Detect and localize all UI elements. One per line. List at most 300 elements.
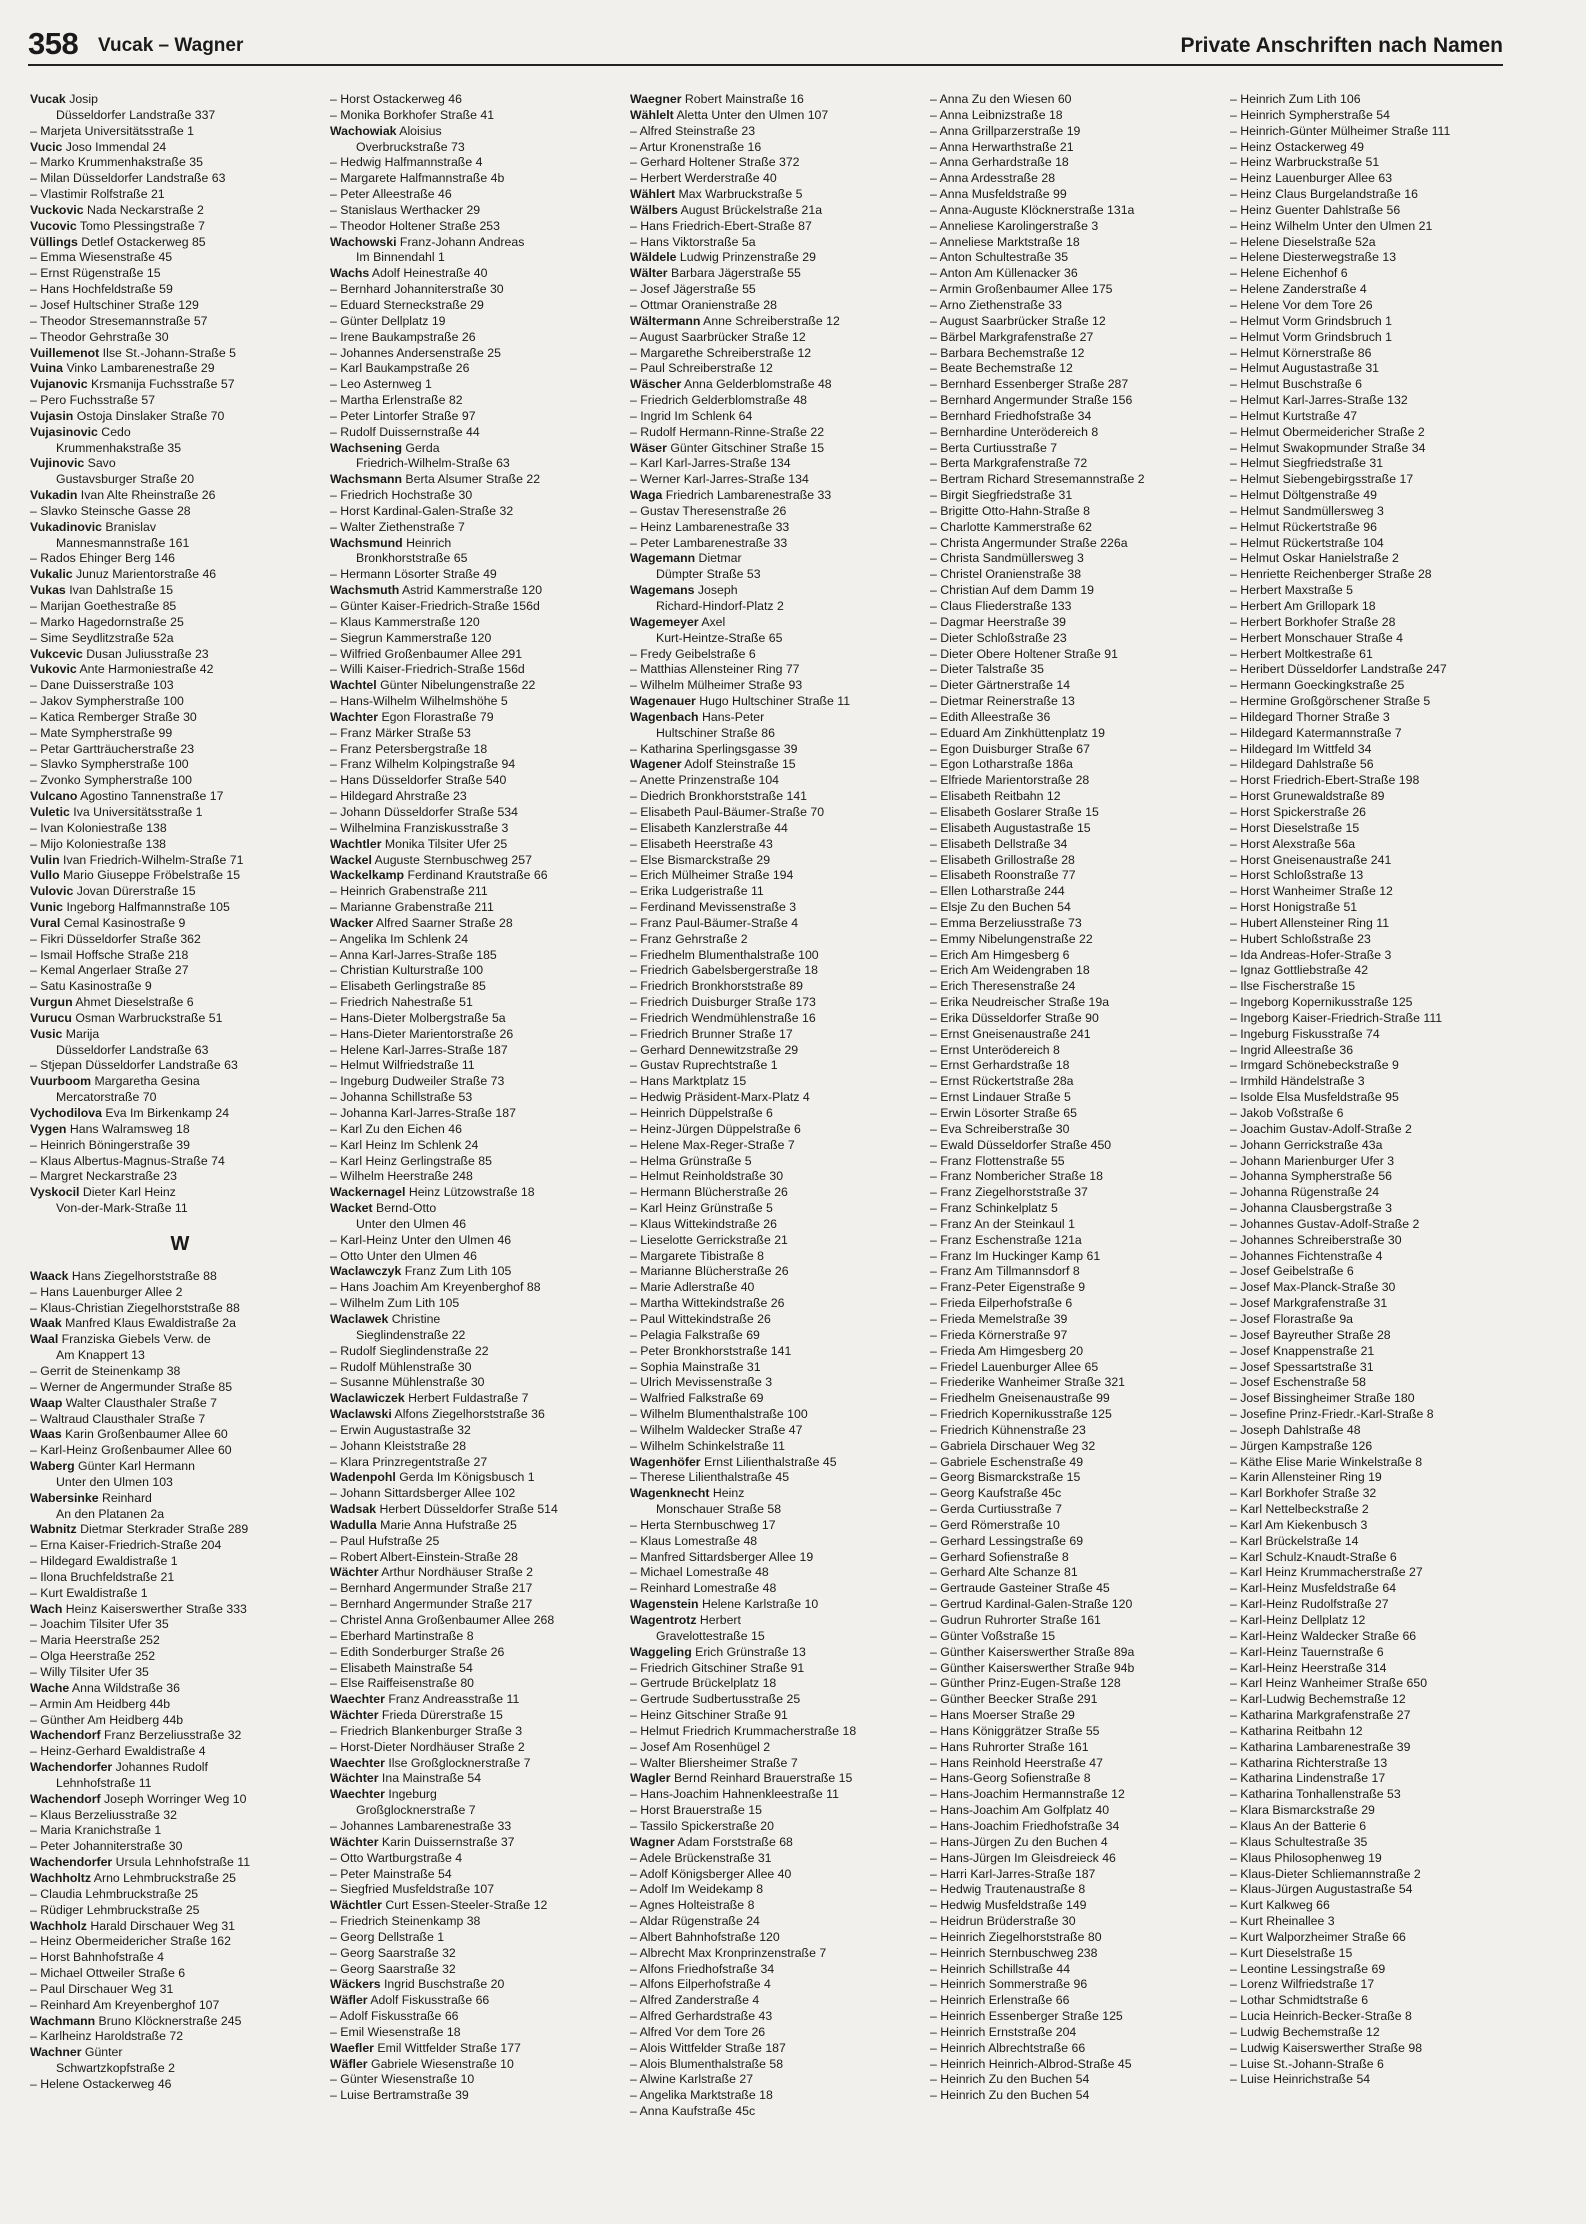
surname: Wählert	[630, 187, 676, 202]
directory-entry: – Heinrich Zu den Buchen 54	[930, 2072, 1090, 2087]
directory-entry: – Hermann Lösorter Straße 49	[330, 567, 497, 582]
directory-entry: – Karl-Heinz Tauernstraße 6	[1230, 1644, 1384, 1659]
directory-entry: Wachsmuth Astrid Kammerstraße 120	[330, 583, 543, 598]
directory-entry: – Hedwig Trautenaustraße 8	[930, 1882, 1086, 1897]
directory-entry: – Alfred Vor dem Tore 26	[630, 2024, 766, 2039]
directory-entry: Vuillemenot Ilse St.-Johann-Straße 5	[30, 345, 236, 360]
directory-entry: – Adolf Königsberger Allee 40	[630, 1866, 792, 1881]
directory-entry: Wagenbach Hans-Peter	[630, 709, 765, 724]
directory-entry: – Lorenz Wilfriedstraße 17	[1230, 1977, 1375, 1992]
directory-entry: – Agnes Holteistraße 8	[630, 1898, 755, 1913]
directory-entry: – Heinrich Schillstraße 44	[930, 1961, 1071, 1976]
directory-entry: – Gerrit de Steinenkamp 38	[30, 1363, 181, 1378]
directory-entry: Wagentrotz Herbert	[630, 1613, 741, 1627]
directory-entry: – Horst-Dieter Nordhäuser Straße 2	[330, 1739, 525, 1754]
directory-entry: – Ludwig Bechemstraße 12	[1230, 2024, 1380, 2039]
directory-entry: – Mate Sympherstraße 99	[30, 725, 173, 740]
directory-entry: – Heinrich-Günter Mülheimer Straße 111	[1230, 123, 1451, 138]
directory-entry: – Harri Karl-Jarres-Straße 187	[930, 1866, 1096, 1881]
directory-entry: – Walter Ziethenstraße 7	[330, 519, 465, 534]
directory-entry: – Johannes Andersenstraße 25	[330, 345, 501, 360]
directory-entry: – Josef Eschenstraße 58	[1230, 1375, 1367, 1390]
surname: Wältermann	[630, 313, 701, 328]
surname: Vujasin	[30, 408, 74, 423]
directory-entry: – Erich Am Himgesberg 6	[930, 947, 1070, 962]
directory-entry: – Hildegard Thorner Straße 3	[1230, 709, 1390, 724]
surname: Vygen	[30, 1121, 67, 1136]
directory-entry: – Ernst Gerhardstraße 18	[930, 1058, 1070, 1073]
directory-entry: Vygen Hans Walramsweg 18	[30, 1121, 190, 1136]
surname: Vüllings	[30, 234, 78, 249]
directory-entry: – Arno Ziethenstraße 33	[930, 297, 1062, 312]
directory-entry: – Hans Marktplatz 15	[630, 1074, 747, 1089]
directory-entry: Lehnhofstraße 11	[56, 1775, 152, 1790]
directory-entry: – Helmut Vorm Grindsbruch 1	[1230, 329, 1392, 344]
directory-entry: – Otto Wartburgstraße 4	[330, 1850, 463, 1865]
directory-entry: – Ingeburg Dudweiler Straße 73	[330, 1074, 505, 1089]
directory-entry: – Margarete Halfmannstraße 4b	[330, 171, 505, 186]
surname: Wach	[30, 1601, 63, 1616]
directory-entry: – Kurt Rheinallee 3	[1230, 1914, 1335, 1929]
surname: Wache	[30, 1680, 70, 1695]
directory-entry: – Karl-Heinz Großenbaumer Allee 60	[30, 1443, 232, 1458]
directory-entry: – Horst Ostackerweg 46	[330, 92, 462, 106]
directory-entry: – Emma Wiesenstraße 45	[30, 250, 173, 265]
directory-entry: – Martha Erlenstraße 82	[330, 393, 463, 408]
directory-entry: – Dieter Talstraße 35	[930, 662, 1044, 677]
directory-entry: Mannesmannstraße 161	[56, 535, 190, 550]
surname: Vujanovic	[30, 377, 88, 392]
directory-entry: – Angelika Marktstraße 18	[630, 2088, 773, 2103]
directory-entry: – Heinz-Jürgen Düppelstraße 6	[630, 1121, 801, 1136]
directory-entry: – Anton Schultestraße 35	[930, 250, 1069, 265]
directory-entry: – Martha Wittekindstraße 26	[630, 1296, 785, 1311]
directory-entry: Wackernagel Heinz Lützowstraße 18	[330, 1185, 535, 1200]
directory-entry: – Hans Friedrich-Ebert-Straße 87	[630, 218, 812, 233]
directory-entry: Wadsak Herbert Düsseldorfer Straße 514	[330, 1502, 558, 1517]
directory-entry: – Günter Kaiser-Friedrich-Straße 156d	[330, 599, 540, 613]
directory-entry: Unter den Ulmen 46	[356, 1216, 467, 1231]
surname: Vuurboom	[30, 1074, 92, 1089]
directory-entry: – Hans-Joachim Hermannstraße 12	[930, 1787, 1125, 1802]
directory-entry: – Katharina Tonhallenstraße 53	[1230, 1787, 1401, 1802]
directory-entry: – Birgit Siegfriedstraße 31	[930, 488, 1073, 503]
directory-entry: – Kurt Ewaldistraße 1	[30, 1585, 148, 1600]
directory-entry: – Johanna Karl-Jarres-Straße 187	[330, 1106, 516, 1120]
directory-entry: Am Knappert 13	[56, 1348, 145, 1363]
directory-entry: – Katharina Markgrafenstraße 27	[1230, 1708, 1411, 1723]
surname: Vujinovic	[30, 456, 85, 471]
surname: Wachsmund	[330, 535, 403, 550]
surname: Vusic	[30, 1026, 63, 1041]
directory-entry: – Georg Saarstraße 32	[330, 1945, 456, 1960]
directory-entry: – Luise St.-Johann-Straße 6	[1230, 2056, 1384, 2071]
directory-entry: Waegner Robert Mainstraße 16	[630, 92, 804, 106]
surname: Wäldele	[630, 250, 677, 265]
directory-entry: – Kurt Walporzheimer Straße 66	[1230, 1929, 1406, 1944]
directory-entry: Wach Heinz Kaiserswerther Straße 333	[30, 1601, 247, 1616]
directory-entry: – Helmut Wilfriedstraße 11	[330, 1058, 475, 1073]
directory-entry: – Lothar Schmidtstraße 6	[1230, 1993, 1369, 2008]
directory-entry: – Helmut Buschstraße 6	[1230, 377, 1362, 392]
directory-entry: Wagner Adam Forststraße 68	[630, 1834, 793, 1849]
directory-entry: Waap Walter Clausthaler Straße 7	[30, 1395, 218, 1410]
surname: Wagenbach	[630, 709, 699, 724]
directory-entry: – Franz Paul-Bäumer-Straße 4	[630, 915, 799, 930]
directory-entry: – Wilhelm Waldecker Straße 47	[630, 1422, 803, 1437]
directory-entry: – Christa Sandmüllersweg 3	[930, 551, 1084, 566]
directory-entry: – Marijan Goethestraße 85	[30, 599, 177, 613]
directory-entry: – Klaus Berzeliusstraße 32	[30, 1807, 177, 1822]
directory-entry: – Friedhelm Blumenthalstraße 100	[630, 947, 819, 962]
directory-entry: Waechter Franz Andreasstraße 11	[330, 1692, 520, 1707]
directory-entry: – Elisabeth Reitbahn 12	[930, 789, 1061, 804]
directory-entry: Waas Karin Großenbaumer Allee 60	[30, 1427, 228, 1442]
directory-entry: – Ellen Lotharstraße 244	[930, 884, 1065, 899]
directory-entry: – Günther Beecker Straße 291	[930, 1692, 1098, 1707]
directory-entry: – Siegfried Musfeldstraße 107	[330, 1882, 495, 1897]
directory-entry: – Heinrich Erlenstraße 66	[930, 1993, 1070, 2008]
directory-entry: Wachowski Franz-Johann Andreas	[330, 234, 525, 249]
directory-entry: – Friedrich Hochstraße 30	[330, 488, 473, 503]
directory-entry: Wachendorf Franz Berzeliusstraße 32	[30, 1728, 242, 1743]
directory-entry: – Herta Sternbuschweg 17	[630, 1517, 776, 1532]
directory-entry: – Peter Johanniterstraße 30	[30, 1839, 183, 1854]
directory-entry: Vusic Marija	[30, 1026, 100, 1041]
surname: Wachtel	[330, 678, 377, 693]
directory-entry: Vukcevic Dusan Juliusstraße 23	[30, 646, 209, 661]
directory-entry: Vukas Ivan Dahlstraße 15	[30, 583, 174, 598]
directory-entry: – Else Raiffeisenstraße 80	[330, 1676, 474, 1691]
directory-entry: Wachtel Günter Nibelungenstraße 22	[330, 678, 536, 693]
directory-entry: – Horst Kardinal-Galen-Straße 32	[330, 503, 514, 518]
directory-entry: – Therese Lilienthalstraße 45	[630, 1470, 790, 1485]
directory-entry: – Eberhard Martinstraße 8	[330, 1628, 474, 1643]
directory-entry: Vuurboom Margaretha Gesina	[30, 1074, 200, 1089]
directory-entry: Wackelkamp Ferdinand Krautstraße 66	[330, 868, 548, 883]
directory-entry: – Vlastimir Rolfstraße 21	[30, 187, 165, 202]
directory-entry: – Karl-Heinz Waldecker Straße 66	[1230, 1628, 1417, 1643]
directory-entry: – Heinrich Essenberger Straße 125	[930, 2009, 1123, 2024]
directory-entry: – Josef Markgrafenstraße 31	[1230, 1296, 1388, 1311]
directory-entry: – Slavko Sympherstraße 100	[30, 757, 189, 772]
directory-entry: – Margret Neckarstraße 23	[30, 1169, 177, 1184]
directory-entry: – Helmut Oskar Hanielstraße 2	[1230, 551, 1399, 566]
directory-entry: – Günther Kaiserswerther Straße 89a	[930, 1644, 1135, 1659]
directory-entry: – Helene Karl-Jarres-Straße 187	[330, 1042, 508, 1057]
directory-entry: – Friedhelm Gneisenaustraße 99	[930, 1391, 1110, 1406]
directory-entry: Wälbers August Brückelstraße 21a	[630, 202, 823, 217]
directory-entry: – Helene Diesterwegstraße 13	[1230, 250, 1397, 265]
directory-entry: – Anna Musfeldstraße 99	[930, 187, 1067, 202]
directory-entry: – Robert Albert-Einstein-Straße 28	[330, 1549, 518, 1564]
directory-entry: – Klaus Schultestraße 35	[1230, 1834, 1368, 1849]
directory-entry: Dümpter Straße 53	[656, 567, 761, 582]
directory-entry: Wagemann Dietmar	[630, 551, 742, 566]
directory-entry: – Heinrich Düppelstraße 6	[630, 1106, 773, 1120]
surname: Wagenhöfer	[630, 1454, 701, 1469]
directory-entry: – Franz Eschenstraße 121a	[930, 1232, 1082, 1247]
directory-columns	[30, 92, 1500, 2182]
directory-entry: – Margarete Tibistraße 8	[630, 1248, 764, 1263]
directory-entry: – Willy Tilsiter Ufer 35	[30, 1665, 149, 1679]
directory-entry: An den Platanen 2a	[56, 1506, 165, 1521]
directory-entry: – Heinrich Zum Lith 106	[1230, 92, 1361, 106]
surname: Wagemans	[630, 583, 695, 598]
directory-entry: – Heinz Gitschiner Straße 91	[630, 1708, 788, 1723]
directory-entry: – Heinz-Gerhard Ewaldistraße 4	[30, 1744, 206, 1759]
surname: Vurucu	[30, 1010, 72, 1025]
directory-entry: – Helmut Karl-Jarres-Straße 132	[1230, 393, 1408, 408]
directory-entry: – Christian Kulturstraße 100	[330, 963, 484, 978]
directory-entry: – Anna Leibnizstraße 18	[930, 107, 1063, 122]
directory-entry: – Dieter Schloßstraße 23	[930, 630, 1067, 645]
directory-entry: Vüllings Detlef Ostackerweg 85	[30, 234, 206, 249]
directory-entry: – Hildegard Katermannstraße 7	[1230, 725, 1402, 740]
directory-entry: – Theodor Holtener Straße 253	[330, 218, 500, 233]
directory-entry: – Karl Schulz-Knaudt-Straße 6	[1230, 1549, 1397, 1564]
surname: Wachter	[330, 709, 379, 724]
directory-entry: – Christian Auf dem Damm 19	[930, 583, 1095, 598]
directory-entry: – Ingeborg Kaiser-Friedrich-Straße 111	[1230, 1010, 1443, 1025]
surname: Wachholz	[30, 1918, 87, 1933]
directory-entry: – Olga Heerstraße 252	[30, 1649, 156, 1664]
surname: Wächtler	[330, 1898, 382, 1913]
directory-entry: Wachs Adolf Heinestraße 40	[330, 266, 488, 281]
directory-entry: – Berta Markgrafenstraße 72	[930, 456, 1088, 471]
directory-entry: – Luise Bertramstraße 39	[330, 2088, 469, 2103]
directory-entry: – Josef Knappenstraße 21	[1230, 1343, 1375, 1358]
directory-entry: – Friedrich Steinenkamp 38	[330, 1914, 481, 1929]
directory-entry: – Horst Spickerstraße 26	[1230, 804, 1366, 819]
surname: Wacket	[330, 1201, 373, 1216]
directory-entry: – Peter Bronkhorststraße 141	[630, 1343, 792, 1358]
directory-entry: – Milan Düsseldorfer Landstraße 63	[30, 171, 226, 186]
surname: Wadenpohl	[330, 1470, 396, 1485]
surname: Vulin	[30, 852, 60, 867]
directory-entry: – Alfred Gerhardstraße 43	[630, 2009, 773, 2024]
directory-entry: – Heinrich Ziegelhorststraße 80	[930, 1929, 1102, 1944]
directory-entry: – Hubert Allensteiner Ring 11	[1230, 915, 1390, 930]
directory-entry: – Herbert Moltkestraße 61	[1230, 646, 1373, 661]
directory-entry: – Hermann Blücherstraße 26	[630, 1185, 788, 1200]
surname: Wagemeyer	[630, 614, 699, 629]
directory-entry: – Paul Dirschauer Weg 31	[30, 1981, 174, 1996]
directory-entry: – Friedrich Kopernikusstraße 125	[930, 1407, 1112, 1422]
directory-entry: Wäckers Ingrid Buschstraße 20	[330, 1977, 505, 1992]
directory-entry: – Herbert Werderstraße 40	[630, 171, 777, 186]
directory-entry: – Irene Baukampstraße 26	[330, 329, 476, 344]
surname: Vuletic	[30, 804, 70, 819]
directory-entry: Wächter Ina Mainstraße 54	[330, 1771, 482, 1786]
directory-entry: – Friedrich Kühnenstraße 23	[930, 1422, 1086, 1437]
directory-entry: – Karl-Heinz Unter den Ulmen 46	[330, 1232, 512, 1247]
surname: Vukadinovic	[30, 519, 102, 534]
directory-entry: Vujanovic Krsmanija Fuchsstraße 57	[30, 377, 235, 392]
directory-entry: – Bertram Richard Stresemannstraße 2	[930, 472, 1145, 487]
surname: Waclawiczek	[330, 1391, 405, 1406]
directory-entry: Gustavsburger Straße 20	[56, 472, 195, 487]
directory-entry: Vulcano Agostino Tannenstraße 17	[30, 789, 224, 804]
directory-entry: – Elisabeth Roonstraße 77	[930, 868, 1076, 883]
directory-entry: – Ewald Düsseldorfer Straße 450	[930, 1137, 1112, 1152]
directory-entry: – Hans-Dieter Marientorstraße 26	[330, 1026, 514, 1041]
directory-entry: – Michael Ottweiler Straße 6	[30, 1966, 186, 1981]
directory-entry: – Hans Ruhrorter Straße 161	[930, 1739, 1089, 1754]
directory-entry: – Sime Seydlitzstraße 52a	[30, 630, 174, 645]
directory-entry: – Hans Moerser Straße 29	[930, 1708, 1075, 1723]
surname: Vucovic	[30, 218, 77, 233]
directory-entry: – Karl-Ludwig Bechemstraße 12	[1230, 1692, 1406, 1707]
directory-entry: – Ottmar Oranienstraße 28	[630, 297, 777, 312]
directory-entry: – Frieda Am Himgesberg 20	[930, 1343, 1084, 1358]
directory-entry: Vukadin Ivan Alte Rheinstraße 26	[30, 488, 216, 503]
directory-entry: Großglocknerstraße 7	[356, 1803, 476, 1818]
directory-entry: – Christel Oranienstraße 38	[930, 567, 1082, 582]
directory-entry: – Hans Düsseldorfer Straße 540	[330, 773, 507, 788]
directory-entry: – Ingeborg Kopernikusstraße 125	[1230, 995, 1413, 1010]
surname: Vulovic	[30, 884, 74, 899]
directory-entry: – Claudia Lehmbruckstraße 25	[30, 1886, 199, 1901]
directory-entry: Overbruckstraße 73	[356, 139, 465, 154]
directory-entry: – Wilhelm Heerstraße 248	[330, 1169, 473, 1184]
surname: Wächter	[330, 1771, 379, 1786]
directory-entry: – Jakob Voßstraße 6	[1230, 1106, 1344, 1120]
directory-entry: – Klaus Philosophenweg 19	[1230, 1850, 1382, 1865]
directory-entry: – Karl Zu den Eichen 46	[330, 1121, 462, 1136]
directory-entry: – Otto Unter den Ulmen 46	[330, 1248, 477, 1263]
directory-entry: – Peter Alleestraße 46	[330, 187, 452, 202]
directory-entry: – Friedrich Nahestraße 51	[330, 995, 473, 1010]
surname: Wachendorf	[30, 1791, 101, 1806]
directory-entry: – Stjepan Düsseldorfer Landstraße 63	[30, 1058, 238, 1073]
page-number: 358	[28, 26, 79, 61]
directory-entry: Vukalic Junuz Marientorstraße 46	[30, 567, 217, 582]
surname: Wachner	[30, 2045, 82, 2060]
directory-entry: – Franz-Peter Eigenstraße 9	[930, 1280, 1086, 1295]
directory-entry: – Matthias Allensteiner Ring 77	[630, 662, 800, 677]
directory-entry: – Heinrich Sternbuschweg 238	[930, 1945, 1098, 1960]
surname: Waas	[30, 1427, 62, 1442]
directory-entry: – Klaus-Christian Ziegelhorststraße 88	[30, 1300, 240, 1315]
directory-entry: Wacker Alfred Saarner Straße 28	[330, 915, 513, 930]
surname: Wagenstein	[630, 1597, 699, 1612]
directory-entry: – Alwine Karlstraße 27	[630, 2072, 754, 2087]
directory-entry: – Johannes Fichtenstraße 4	[1230, 1248, 1383, 1263]
directory-entry: Wachholz Harald Dirschauer Weg 31	[30, 1918, 236, 1933]
directory-entry: – Franz Nombericher Straße 18	[930, 1169, 1103, 1184]
directory-entry: Vuckovic Nada Neckarstraße 2	[30, 202, 204, 217]
directory-entry: – Frieda Körnerstraße 97	[930, 1327, 1068, 1342]
directory-entry: – Ernst Unterödereich 8	[930, 1042, 1060, 1057]
directory-entry: – Gerhard Lessingstraße 69	[930, 1533, 1084, 1548]
directory-entry: Mercatorstraße 70	[56, 1090, 157, 1105]
directory-entry: – August Saarbrücker Straße 12	[630, 329, 806, 344]
directory-entry: Waberg Günter Karl Hermann	[30, 1459, 195, 1474]
surname: Wäser	[630, 440, 667, 455]
directory-entry: Wächtler Curt Essen-Steeler-Straße 12	[330, 1898, 548, 1913]
directory-entry: – Elisabeth Augustastraße 15	[930, 820, 1091, 835]
directory-entry: – Franz Petersbergstraße 18	[330, 741, 488, 756]
surname: Waack	[30, 1268, 69, 1283]
directory-entry: – Katharina Lambarenestraße 39	[1230, 1739, 1411, 1754]
directory-entry: – Anette Prinzenstraße 104	[630, 773, 780, 788]
directory-entry: Vulovic Jovan Dürerstraße 15	[30, 884, 196, 899]
directory-entry: – Josefine Prinz-Friedr.-Karl-Straße 8	[1230, 1407, 1434, 1422]
directory-entry: Vurgun Ahmet Dieselstraße 6	[30, 995, 194, 1010]
directory-entry: – Theodor Gehrstraße 30	[30, 329, 169, 344]
surname: Wachendorfer	[30, 1760, 113, 1775]
directory-entry: – Klaus An der Batterie 6	[1230, 1818, 1367, 1833]
directory-entry: – Friedrich Bronkhorststraße 89	[630, 979, 803, 994]
directory-entry: – Rudolf Sieglindenstraße 22	[330, 1343, 489, 1358]
directory-entry: – Jürgen Kampstraße 126	[1230, 1438, 1373, 1453]
directory-entry: – Helmut Kurtstraße 47	[1230, 408, 1358, 423]
directory-entry: – Klaus Albertus-Magnus-Straße 74	[30, 1153, 225, 1168]
directory-entry: – Heidrun Brüderstraße 30	[930, 1914, 1076, 1929]
directory-entry: – Gudrun Ruhrorter Straße 161	[930, 1613, 1101, 1627]
surname: Wagener	[630, 757, 682, 772]
directory-entry: – Josef Bissingheimer Straße 180	[1230, 1391, 1415, 1406]
directory-entry: – Helmut Döltgenstraße 49	[1230, 488, 1377, 503]
directory-entry: Vucak Josip	[30, 92, 98, 106]
directory-entry: – Ilona Bruchfeldstraße 21	[30, 1569, 175, 1584]
page-header	[28, 24, 1503, 66]
directory-entry: – Elisabeth Dellstraße 34	[930, 836, 1068, 851]
directory-entry: – Hans-Joachim Hahnenkleestraße 11	[630, 1787, 839, 1802]
directory-entry: – Frieda Eilperhofstraße 6	[930, 1296, 1073, 1311]
directory-entry: – Albert Bahnhofstraße 120	[630, 1929, 780, 1944]
directory-entry: – Willi Kaiser-Friedrich-Straße 156d	[330, 662, 525, 677]
directory-entry: – Maria Heerstraße 252	[30, 1633, 160, 1648]
directory-entry: – Hans-Jürgen Im Gleisdreieck 46	[930, 1850, 1116, 1865]
directory-entry: – Dagmar Heerstraße 39	[930, 614, 1067, 629]
directory-entry: – Alois Wittfelder Straße 187	[630, 2040, 786, 2055]
surname: Wabnitz	[30, 1522, 77, 1537]
surname: Vunic	[30, 900, 64, 915]
directory-entry: Wachendorfer Johannes Rudolf	[30, 1760, 208, 1775]
directory-entry: Waechter Ilse Großglocknerstraße 7	[330, 1755, 531, 1770]
directory-entry: – Friedrich Gitschiner Straße 91	[630, 1660, 805, 1675]
directory-entry: – Erwin Augustastraße 32	[330, 1422, 471, 1437]
directory-entry: – Rados Ehinger Berg 146	[30, 551, 175, 566]
directory-entry: – Franz Schinkelplatz 5	[930, 1201, 1058, 1216]
directory-entry: Bronkhorststraße 65	[356, 551, 468, 566]
directory-entry: Im Binnendahl 1	[356, 250, 445, 265]
directory-entry: – Hans-Dieter Molbergstraße 5a	[330, 1010, 506, 1025]
directory-entry: – Kurt Dieselstraße 15	[1230, 1945, 1353, 1960]
directory-entry: – Karl Heinz Im Schlenk 24	[330, 1137, 479, 1152]
directory-entry: Vukovic Ante Harmoniestraße 42	[30, 662, 214, 677]
directory-entry: – Henriette Reichenberger Straße 28	[1230, 567, 1432, 582]
directory-entry: – Gabriele Eschenstraße 49	[930, 1454, 1084, 1469]
directory-entry: – Hermann Goeckingkstraße 25	[1230, 678, 1405, 693]
directory-entry: – Emmy Nibelungenstraße 22	[930, 931, 1093, 946]
directory-entry: – Heinrich Albrechtstraße 66	[930, 2040, 1086, 2055]
directory-entry: – Tassilo Spickerstraße 20	[630, 1818, 774, 1833]
directory-entry: – Günter Wiesenstraße 10	[330, 2072, 475, 2087]
directory-entry: – Adolf Fiskusstraße 66	[330, 2009, 459, 2024]
directory-entry: Vychodilova Eva Im Birkenkamp 24	[30, 1106, 230, 1120]
directory-entry: – Leontine Lessingstraße 69	[1230, 1961, 1386, 1976]
directory-entry: – Wilhelm Mülheimer Straße 93	[630, 678, 803, 693]
directory-entry: – Sophia Mainstraße 31	[630, 1359, 761, 1374]
directory-entry: – Lucia Heinrich-Becker-Straße 8	[1230, 2009, 1412, 2024]
directory-entry: – Zvonko Sympherstraße 100	[30, 773, 192, 788]
directory-entry: – Helmut Siegfriedstraße 31	[1230, 456, 1384, 471]
directory-entry: – Gertrude Sudbertusstraße 25	[630, 1692, 801, 1707]
surname: Vuina	[30, 361, 64, 376]
